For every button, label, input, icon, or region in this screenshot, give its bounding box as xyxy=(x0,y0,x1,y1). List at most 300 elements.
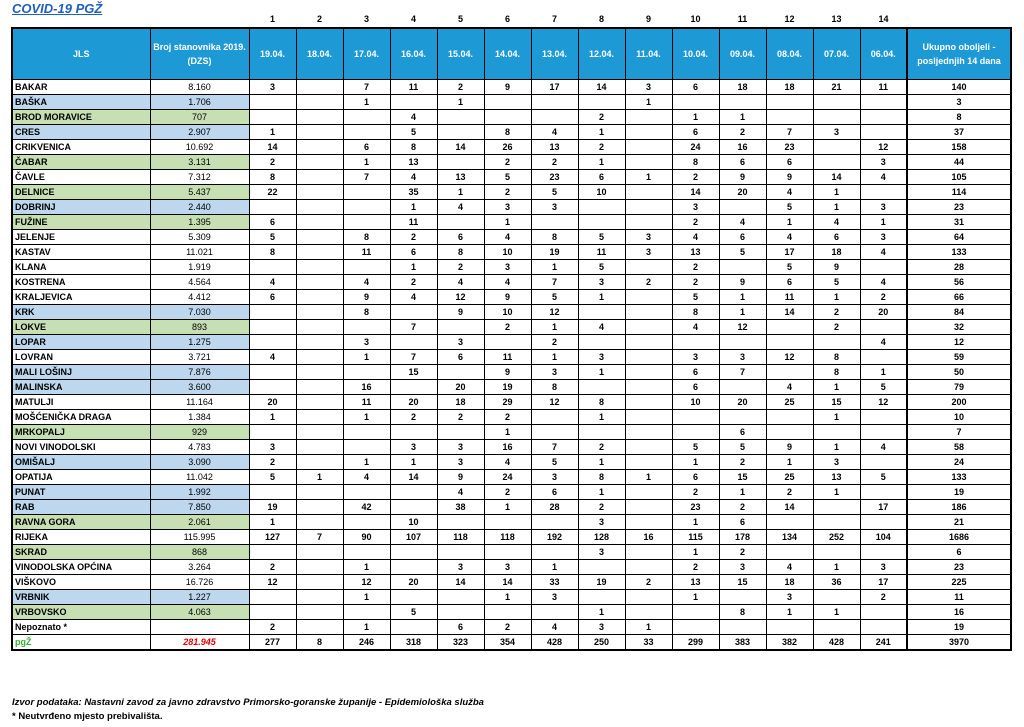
case-count-cell: 8 xyxy=(343,230,390,245)
case-count-cell: 7 xyxy=(343,170,390,185)
case-count-cell: 4 xyxy=(766,230,813,245)
covid-table xyxy=(11,27,1012,651)
case-count-cell xyxy=(390,560,437,575)
case-count-cell: 115 xyxy=(672,530,719,545)
case-count-cell xyxy=(343,200,390,215)
case-count-cell xyxy=(343,365,390,380)
case-count-cell xyxy=(625,425,672,440)
case-count-cell: 5 xyxy=(531,455,578,470)
case-count-cell: 38 xyxy=(437,500,484,515)
case-count-cell: 20 xyxy=(249,395,296,410)
case-count-cell xyxy=(296,380,343,395)
case-count-cell xyxy=(296,110,343,125)
case-count-cell: 3 xyxy=(484,560,531,575)
case-count-cell: 127 xyxy=(249,530,296,545)
case-count-cell: 3 xyxy=(437,560,484,575)
case-count-cell: 4 xyxy=(390,170,437,185)
case-count-cell xyxy=(719,380,766,395)
case-count-cell xyxy=(343,260,390,275)
case-count-cell xyxy=(343,515,390,530)
case-count-cell xyxy=(625,440,672,455)
total-cell: 21 xyxy=(907,515,1011,530)
case-count-cell: 3 xyxy=(437,455,484,470)
case-count-cell: 1 xyxy=(813,605,860,620)
case-count-cell xyxy=(578,335,625,350)
header-date: 15.04. xyxy=(437,28,484,80)
case-count-cell xyxy=(296,365,343,380)
header-jls: JLS xyxy=(12,28,150,80)
case-count-cell: 1 xyxy=(813,380,860,395)
case-count-cell: 2 xyxy=(484,485,531,500)
case-count-cell: 24 xyxy=(672,140,719,155)
case-count-cell: 12 xyxy=(249,575,296,590)
table-row xyxy=(12,200,1011,215)
total-cell: 19 xyxy=(907,485,1011,500)
case-count-cell: 2 xyxy=(531,335,578,350)
case-count-cell: 11 xyxy=(578,245,625,260)
header-date: 18.04. xyxy=(296,28,343,80)
day-number: 11 xyxy=(737,14,748,24)
table-row xyxy=(12,515,1011,530)
case-count-cell: 10 xyxy=(484,245,531,260)
case-count-cell xyxy=(766,110,813,125)
jls-name: LOKVE xyxy=(12,320,150,335)
population-cell: 7.312 xyxy=(150,170,249,185)
case-count-cell: 13 xyxy=(672,575,719,590)
case-count-cell xyxy=(860,455,907,470)
case-count-cell: 23 xyxy=(766,140,813,155)
case-count-cell xyxy=(860,95,907,110)
population-cell: 707 xyxy=(150,110,249,125)
total-cell: 133 xyxy=(907,245,1011,260)
case-count-cell: 20 xyxy=(719,395,766,410)
day-number-row xyxy=(249,13,907,25)
case-count-cell: 14 xyxy=(672,185,719,200)
jls-name: MALI LOŠINJ xyxy=(12,365,150,380)
case-count-cell: 12 xyxy=(531,395,578,410)
day-number: 1 xyxy=(269,14,275,24)
case-count-cell xyxy=(531,215,578,230)
day-total-cell: 33 xyxy=(625,635,672,651)
case-count-cell xyxy=(390,95,437,110)
case-count-cell: 12 xyxy=(766,350,813,365)
jls-name: BROD MORAVICE xyxy=(12,110,150,125)
case-count-cell: 3 xyxy=(437,335,484,350)
case-count-cell: 4 xyxy=(860,245,907,260)
case-count-cell xyxy=(719,590,766,605)
case-count-cell: 4 xyxy=(860,335,907,350)
jls-name: JELENJE xyxy=(12,230,150,245)
case-count-cell xyxy=(296,410,343,425)
case-count-cell: 3 xyxy=(625,80,672,95)
total-cell: 50 xyxy=(907,365,1011,380)
case-count-cell xyxy=(766,365,813,380)
case-count-cell xyxy=(390,545,437,560)
case-count-cell: 5 xyxy=(766,260,813,275)
case-count-cell xyxy=(343,320,390,335)
case-count-cell xyxy=(766,620,813,635)
table-row xyxy=(12,500,1011,515)
case-count-cell xyxy=(578,425,625,440)
total-cell: 1686 xyxy=(907,530,1011,545)
case-count-cell: 1 xyxy=(343,590,390,605)
day-number: 4 xyxy=(410,14,416,24)
case-count-cell xyxy=(860,320,907,335)
case-count-cell: 9 xyxy=(719,275,766,290)
case-count-cell xyxy=(343,485,390,500)
case-count-cell: 11 xyxy=(343,245,390,260)
case-count-cell xyxy=(813,515,860,530)
case-count-cell: 8 xyxy=(578,470,625,485)
case-count-cell: 252 xyxy=(813,530,860,545)
case-count-cell: 25 xyxy=(766,395,813,410)
case-count-cell: 7 xyxy=(390,350,437,365)
case-count-cell xyxy=(343,110,390,125)
case-count-cell: 4 xyxy=(766,560,813,575)
population-cell: 11.164 xyxy=(150,395,249,410)
case-count-cell: 3 xyxy=(578,545,625,560)
case-count-cell xyxy=(343,605,390,620)
case-count-cell xyxy=(672,335,719,350)
case-count-cell: 5 xyxy=(578,230,625,245)
case-count-cell: 5 xyxy=(390,605,437,620)
jls-name: OMIŠALJ xyxy=(12,455,150,470)
header-population: Broj stanovnika 2019. (DZS) xyxy=(150,28,249,80)
case-count-cell: 6 xyxy=(390,245,437,260)
case-count-cell xyxy=(813,110,860,125)
case-count-cell xyxy=(343,185,390,200)
case-count-cell: 2 xyxy=(719,455,766,470)
total-cell: 59 xyxy=(907,350,1011,365)
case-count-cell: 1 xyxy=(719,485,766,500)
case-count-cell xyxy=(625,125,672,140)
case-count-cell: 6 xyxy=(672,80,719,95)
grand-total: 3970 xyxy=(907,635,1011,651)
header-total: Ukupno oboljeli - posljednjih 14 dana xyxy=(907,28,1011,80)
case-count-cell: 6 xyxy=(437,350,484,365)
case-count-cell xyxy=(249,485,296,500)
case-count-cell: 13 xyxy=(672,245,719,260)
case-count-cell: 5 xyxy=(719,440,766,455)
case-count-cell xyxy=(249,380,296,395)
table-row xyxy=(12,215,1011,230)
header-date: 12.04. xyxy=(578,28,625,80)
population-cell: 1.706 xyxy=(150,95,249,110)
table-row xyxy=(12,95,1011,110)
case-count-cell: 4 xyxy=(766,380,813,395)
population-cell: 2.440 xyxy=(150,200,249,215)
day-total-cell: 382 xyxy=(766,635,813,651)
case-count-cell xyxy=(625,110,672,125)
table-row xyxy=(12,455,1011,470)
table-row xyxy=(12,275,1011,290)
case-count-cell: 1 xyxy=(249,125,296,140)
case-count-cell xyxy=(531,515,578,530)
table-row xyxy=(12,410,1011,425)
case-count-cell: 2 xyxy=(813,305,860,320)
population-cell xyxy=(150,620,249,635)
case-count-cell: 1 xyxy=(766,605,813,620)
table-row xyxy=(12,125,1011,140)
case-count-cell: 3 xyxy=(672,350,719,365)
case-count-cell: 90 xyxy=(343,530,390,545)
case-count-cell xyxy=(672,425,719,440)
case-count-cell: 6 xyxy=(719,515,766,530)
jls-name: SKRAD xyxy=(12,545,150,560)
case-count-cell: 12 xyxy=(343,575,390,590)
case-count-cell: 2 xyxy=(672,560,719,575)
case-count-cell: 17 xyxy=(531,80,578,95)
case-count-cell xyxy=(625,515,672,530)
total-cell: 58 xyxy=(907,440,1011,455)
total-cell: 16 xyxy=(907,605,1011,620)
case-count-cell: 1 xyxy=(672,455,719,470)
case-count-cell: 9 xyxy=(484,365,531,380)
case-count-cell xyxy=(343,125,390,140)
case-count-cell xyxy=(343,425,390,440)
case-count-cell xyxy=(296,350,343,365)
day-total-cell: 428 xyxy=(531,635,578,651)
case-count-cell: 22 xyxy=(249,185,296,200)
case-count-cell xyxy=(437,590,484,605)
case-count-cell: 11 xyxy=(390,80,437,95)
total-cell: 3 xyxy=(907,95,1011,110)
case-count-cell xyxy=(860,515,907,530)
header-date: 17.04. xyxy=(343,28,390,80)
case-count-cell: 16 xyxy=(625,530,672,545)
total-cell: 84 xyxy=(907,305,1011,320)
case-count-cell xyxy=(625,260,672,275)
case-count-cell xyxy=(578,305,625,320)
case-count-cell: 1 xyxy=(390,455,437,470)
header-date: 10.04. xyxy=(672,28,719,80)
case-count-cell xyxy=(625,140,672,155)
case-count-cell: 1 xyxy=(531,260,578,275)
header-date: 16.04. xyxy=(390,28,437,80)
case-count-cell: 3 xyxy=(531,365,578,380)
case-count-cell: 11 xyxy=(390,215,437,230)
population-cell: 1.992 xyxy=(150,485,249,500)
case-count-cell: 9 xyxy=(766,440,813,455)
case-count-cell: 1 xyxy=(813,410,860,425)
case-count-cell: 18 xyxy=(766,575,813,590)
table-row xyxy=(12,140,1011,155)
case-count-cell: 2 xyxy=(249,155,296,170)
case-count-cell: 14 xyxy=(484,575,531,590)
case-count-cell xyxy=(625,200,672,215)
case-count-cell: 11 xyxy=(343,395,390,410)
case-count-cell xyxy=(719,620,766,635)
case-count-cell xyxy=(296,500,343,515)
case-count-cell: 6 xyxy=(531,485,578,500)
day-number: 6 xyxy=(504,14,510,24)
case-count-cell xyxy=(296,140,343,155)
total-cell: 37 xyxy=(907,125,1011,140)
case-count-cell: 2 xyxy=(719,125,766,140)
case-count-cell xyxy=(296,545,343,560)
jls-name: MALINSKA xyxy=(12,380,150,395)
jls-name: RIJEKA xyxy=(12,530,150,545)
case-count-cell: 1 xyxy=(625,95,672,110)
case-count-cell: 4 xyxy=(343,275,390,290)
case-count-cell: 20 xyxy=(860,305,907,320)
case-count-cell: 1 xyxy=(578,605,625,620)
case-count-cell: 18 xyxy=(766,80,813,95)
day-number: 14 xyxy=(878,14,889,24)
population-cell: 8.160 xyxy=(150,80,249,95)
case-count-cell: 1 xyxy=(343,560,390,575)
case-count-cell xyxy=(296,320,343,335)
case-count-cell: 1 xyxy=(343,350,390,365)
case-count-cell: 4 xyxy=(249,275,296,290)
case-count-cell xyxy=(625,305,672,320)
case-count-cell: 7 xyxy=(343,80,390,95)
case-count-cell: 15 xyxy=(813,395,860,410)
case-count-cell: 14 xyxy=(390,470,437,485)
case-count-cell: 1 xyxy=(813,200,860,215)
case-count-cell xyxy=(437,515,484,530)
table-row xyxy=(12,485,1011,500)
population-cell: 5.309 xyxy=(150,230,249,245)
population-cell: 3.090 xyxy=(150,455,249,470)
day-number: 5 xyxy=(457,14,463,24)
jls-name: KLANA xyxy=(12,260,150,275)
case-count-cell xyxy=(860,425,907,440)
case-count-cell: 4 xyxy=(719,215,766,230)
case-count-cell: 5 xyxy=(672,290,719,305)
case-count-cell: 2 xyxy=(390,410,437,425)
case-count-cell: 16 xyxy=(484,440,531,455)
jls-name: DOBRINJ xyxy=(12,200,150,215)
case-count-cell: 2 xyxy=(860,590,907,605)
case-count-cell: 28 xyxy=(531,500,578,515)
total-cell: 105 xyxy=(907,170,1011,185)
case-count-cell xyxy=(296,125,343,140)
case-count-cell: 1 xyxy=(813,290,860,305)
population-total: 281.945 xyxy=(150,635,249,651)
total-cell: 19 xyxy=(907,620,1011,635)
case-count-cell: 107 xyxy=(390,530,437,545)
case-count-cell: 134 xyxy=(766,530,813,545)
case-count-cell: 1 xyxy=(860,215,907,230)
case-count-cell: 3 xyxy=(531,590,578,605)
case-count-cell: 1 xyxy=(719,290,766,305)
jls-name: KASTAV xyxy=(12,245,150,260)
case-count-cell: 3 xyxy=(860,155,907,170)
case-count-cell: 2 xyxy=(484,155,531,170)
case-count-cell xyxy=(672,605,719,620)
jls-name: PUNAT xyxy=(12,485,150,500)
case-count-cell: 11 xyxy=(484,350,531,365)
case-count-cell: 5 xyxy=(390,125,437,140)
case-count-cell: 10 xyxy=(578,185,625,200)
case-count-cell: 3 xyxy=(578,515,625,530)
case-count-cell xyxy=(813,500,860,515)
case-count-cell: 3 xyxy=(343,335,390,350)
case-count-cell: 1 xyxy=(578,485,625,500)
case-count-cell xyxy=(390,305,437,320)
case-count-cell: 8 xyxy=(249,245,296,260)
population-cell: 1.919 xyxy=(150,260,249,275)
case-count-cell: 5 xyxy=(578,260,625,275)
case-count-cell: 3 xyxy=(531,200,578,215)
case-count-cell: 1 xyxy=(343,455,390,470)
case-count-cell: 9 xyxy=(484,290,531,305)
case-count-cell: 5 xyxy=(531,185,578,200)
case-count-cell xyxy=(249,335,296,350)
population-cell: 7.850 xyxy=(150,500,249,515)
table-row xyxy=(12,230,1011,245)
case-count-cell: 4 xyxy=(437,200,484,215)
total-cell: 64 xyxy=(907,230,1011,245)
case-count-cell xyxy=(578,380,625,395)
day-number: 12 xyxy=(784,14,795,24)
case-count-cell xyxy=(437,110,484,125)
case-count-cell: 24 xyxy=(484,470,531,485)
case-count-cell: 3 xyxy=(578,275,625,290)
case-count-cell: 4 xyxy=(860,275,907,290)
case-count-cell: 9 xyxy=(766,170,813,185)
case-count-cell: 2 xyxy=(484,410,531,425)
case-count-cell: 14 xyxy=(249,140,296,155)
case-count-cell xyxy=(484,545,531,560)
table-row xyxy=(12,290,1011,305)
case-count-cell xyxy=(860,185,907,200)
total-cell: 158 xyxy=(907,140,1011,155)
total-cell: 24 xyxy=(907,455,1011,470)
case-count-cell xyxy=(296,440,343,455)
case-count-cell: 12 xyxy=(437,290,484,305)
day-total-cell: 277 xyxy=(249,635,296,651)
case-count-cell xyxy=(531,545,578,560)
case-count-cell xyxy=(625,545,672,560)
case-count-cell xyxy=(390,620,437,635)
population-cell: 893 xyxy=(150,320,249,335)
case-count-cell: 1 xyxy=(484,215,531,230)
total-cell: 44 xyxy=(907,155,1011,170)
total-cell: 186 xyxy=(907,500,1011,515)
case-count-cell xyxy=(719,335,766,350)
case-count-cell: 1 xyxy=(625,470,672,485)
case-count-cell xyxy=(296,200,343,215)
population-cell: 4.564 xyxy=(150,275,249,290)
page-title: COVID-19 PGŽ xyxy=(12,1,103,16)
table-row xyxy=(12,185,1011,200)
day-total-cell: 246 xyxy=(343,635,390,651)
case-count-cell xyxy=(249,320,296,335)
case-count-cell xyxy=(437,125,484,140)
jls-name: LOPAR xyxy=(12,335,150,350)
case-count-cell xyxy=(296,215,343,230)
jls-name: RAVNA GORA xyxy=(12,515,150,530)
case-count-cell xyxy=(625,410,672,425)
table-row xyxy=(12,305,1011,320)
population-cell: 4.063 xyxy=(150,605,249,620)
case-count-cell: 2 xyxy=(578,500,625,515)
case-count-cell: 13 xyxy=(390,155,437,170)
case-count-cell xyxy=(766,515,813,530)
population-cell: 2.061 xyxy=(150,515,249,530)
case-count-cell xyxy=(390,500,437,515)
case-count-cell: 3 xyxy=(578,620,625,635)
case-count-cell: 20 xyxy=(719,185,766,200)
case-count-cell: 8 xyxy=(813,350,860,365)
case-count-cell xyxy=(249,260,296,275)
case-count-cell: 1 xyxy=(484,590,531,605)
case-count-cell: 3 xyxy=(249,440,296,455)
table-row xyxy=(12,620,1011,635)
case-count-cell xyxy=(249,95,296,110)
